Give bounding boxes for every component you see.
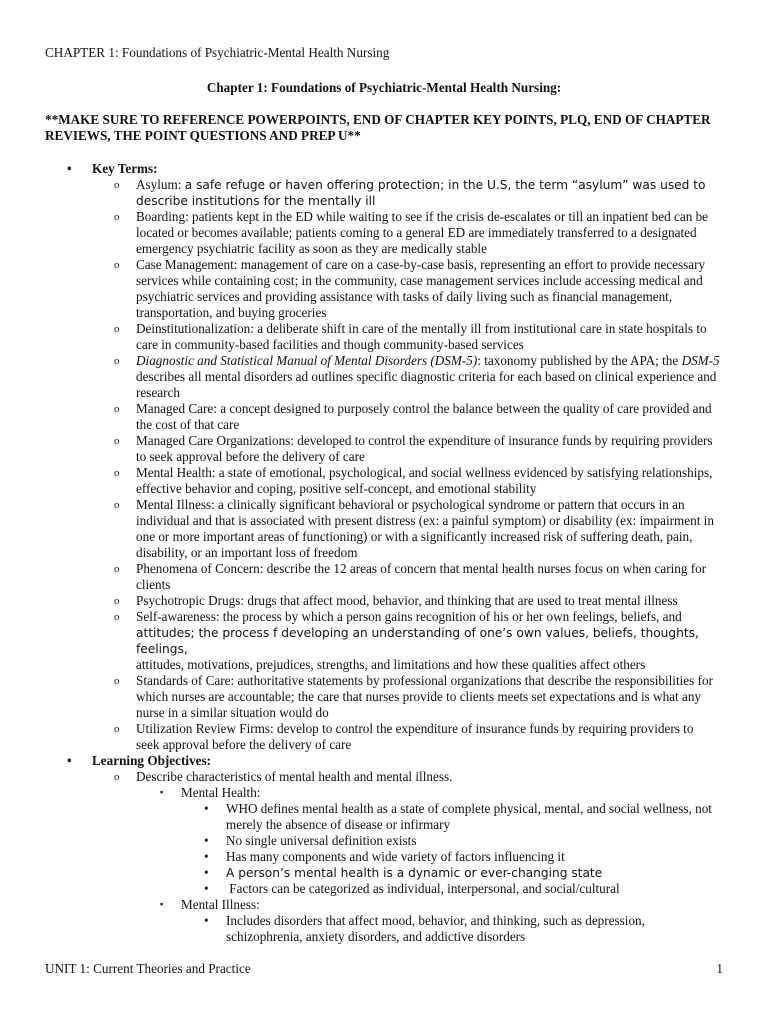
key-term-item — [0, 497, 720, 561]
circle-bullet-icon: o — [114, 323, 120, 335]
term-definition: a safe refuge or haven offering protection; in the U.S, the term “asylum” was used to describe institutions for the mentally ill — [136, 178, 706, 208]
circle-bullet-icon: o — [114, 211, 120, 223]
circle-bullet-icon: o — [114, 259, 120, 271]
document-body — [0, 161, 768, 945]
subsection-mental-health: ▪ Mental Health: — [160, 785, 261, 800]
bullet-icon: • — [67, 753, 72, 768]
page-number: 1 — [716, 961, 723, 976]
term-label: Standards of Care: — [136, 673, 238, 688]
term-definition: develop to control the expenditure of insurance funds by requiring providers to seek approval before the delivery of care — [136, 721, 694, 752]
term-label: Case Management: — [136, 257, 241, 272]
term-line: attitudes; the process f developing an understanding of one’s own values, beliefs, thoughts, feelings, — [136, 626, 699, 656]
key-term-item — [0, 465, 720, 497]
reference-notice: **MAKE SURE TO REFERENCE POWERPOINTS, END OF CHAPTER KEY POINTS, PLQ, END OF CHAPTER REVIEWS, THE POINT QUESTIONS AND PREP U** — [45, 112, 711, 143]
term-definition-cont: describes all mental disorders ad outlines specific diagnostic criteria for each based on clinical experience and research — [136, 369, 717, 400]
circle-bullet-icon: o — [114, 675, 120, 687]
term-definition: a concept designed to purposely control the balance between the quality of care provided and the cost of that care — [136, 401, 712, 432]
term-line: attitudes, motivations, prejudices, strengths, and limitations and how these qualities affect others — [136, 657, 646, 672]
circle-bullet-icon: o — [114, 499, 120, 511]
bullet-icon: • — [67, 161, 72, 176]
circle-bullet-icon: o — [114, 563, 120, 575]
term-definition: : taxonomy published by the APA; the — [477, 353, 682, 368]
term-definition: a clinically significant behavioral or psychological syndrome or pattern that occurs in an individual and that is associated with present distress (ex: a painful symptom) or disability (ex: impairment in one or more important areas of functioning) or with a significantly increased risk of suffering death, pain, disability, or an important loss of freedom — [136, 497, 714, 560]
key-terms-heading: • Key Terms: — [67, 161, 158, 176]
term-label: Psychotropic Drugs: — [136, 593, 248, 608]
term-definition: describe the 12 areas of concern that mental health nurses focus on when caring for clients — [136, 561, 707, 592]
subsection-mental-illness: ▪ Mental Illness: — [160, 897, 260, 912]
term-definition: a state of emotional, psychological, and social wellness evidenced by satisfying relationships, effective behavior and coping, positive self-concept, and emotional stability — [136, 465, 713, 496]
term-label: Mental Illness: — [136, 497, 219, 512]
circle-bullet-icon: o — [114, 467, 120, 479]
bullet-icon: • — [204, 865, 209, 880]
term-label: Deinstitutionalization: — [136, 321, 258, 336]
circle-bullet-icon: o — [114, 435, 120, 447]
objective-item: o Describe characteristics of mental health and mental illness. — [114, 769, 453, 784]
key-term-item — [0, 401, 720, 433]
circle-bullet-icon: o — [114, 611, 120, 623]
circle-bullet-icon: o — [114, 771, 120, 783]
key-term-item — [0, 673, 720, 721]
term-definition: developed to control the expenditure of insurance funds by requiring providers to seek approval before the delivery of care — [136, 433, 713, 464]
term-definition: authoritative statements by professional organizations that describe the responsibilities for which nurses are accountable; the care that nurses provide to clients meets set expectations and is what any nurse in a similar situation would do — [136, 673, 713, 720]
term-label: Asylum: — [136, 177, 185, 192]
key-term-item — [0, 609, 720, 673]
term-label: Mental Health: — [136, 465, 219, 480]
term-definition: drugs that affect mood, behavior, and thinking that are used to treat mental illness — [247, 593, 678, 608]
learning-objectives-heading: • Learning Objectives: — [67, 753, 212, 768]
bullet-icon: • — [204, 881, 209, 896]
term-label: Boarding: — [136, 209, 193, 224]
term-label: Diagnostic and Statistical Manual of Mental Disorders (DSM-5) — [136, 353, 478, 368]
key-term-item — [0, 209, 720, 257]
key-term-item — [0, 561, 720, 593]
list-item: • Includes disorders that affect mood, behavior, and thinking, such as depression, schizophrenia, anxiety disorders, and addictive disorders — [204, 913, 645, 944]
term-line: Self-awareness: the process by which a person gains recognition of his or her own feelings, beliefs, and — [136, 609, 682, 624]
circle-bullet-icon: o — [114, 355, 120, 367]
list-item: • No single universal definition exists — [204, 833, 417, 848]
circle-bullet-icon: o — [114, 179, 120, 191]
square-bullet-icon: ▪ — [160, 899, 164, 909]
circle-bullet-icon: o — [114, 595, 120, 607]
key-term-item — [0, 433, 720, 465]
list-item: • Has many components and wide variety of factors influencing it — [204, 849, 565, 864]
key-term-item — [0, 177, 720, 209]
square-bullet-icon: ▪ — [160, 787, 164, 797]
bullet-icon: • — [204, 801, 209, 816]
key-term-item — [0, 593, 720, 609]
key-term-item — [0, 721, 720, 753]
page-title: Chapter 1: Foundations of Psychiatric-Mental Health Nursing: — [206, 80, 562, 95]
bullet-icon: • — [204, 913, 209, 928]
key-term-item — [0, 321, 720, 353]
key-term-item — [0, 353, 720, 401]
key-term-item — [0, 257, 720, 321]
list-item: • WHO defines mental health as a state of complete physical, mental, and social wellness, not merely the absence of disease or infirmary — [204, 801, 712, 832]
page-header: CHAPTER 1: Foundations of Psychiatric-Mental Health Nursing — [45, 45, 390, 60]
term-definition: a deliberate shift in care of the mentally ill from institutional care in state hospitals to care in community-based facilities and though community-based services — [136, 321, 707, 352]
term-label: Managed Care: — [136, 401, 221, 416]
term-definition: management of care on a case-by-case basis, representing an effort to provide necessary services while containing cost; in the community, case management services include accessing medical and psychiatric services and providing assistance with tasks of daily living such as financial management, transportation, and buying groceries — [136, 257, 706, 320]
circle-bullet-icon: o — [114, 403, 120, 415]
term-definition: patients kept in the ED while waiting to see if the crisis de-escalates or till an inpatient bed can be located or becomes available; patients coming to a general ED are immediately transferred to a designated emergency psychiatric facility as soon as they are medically stable — [136, 209, 709, 256]
bullet-icon: • — [204, 833, 209, 848]
bullet-icon: • — [204, 849, 209, 864]
list-item: • A person’s mental health is a dynamic or ever-changing state — [204, 865, 603, 880]
circle-bullet-icon: o — [114, 723, 120, 735]
list-item: • Factors can be categorized as individual, interpersonal, and social/cultural — [204, 881, 620, 896]
term-label: Managed Care Organizations: — [136, 433, 298, 448]
term-abbreviation: DSM-5 — [681, 353, 720, 368]
term-label: Phenomena of Concern: — [136, 561, 267, 576]
page-footer: UNIT 1: Current Theories and Practice — [45, 961, 251, 976]
term-label: Utilization Review Firms: — [136, 721, 278, 736]
